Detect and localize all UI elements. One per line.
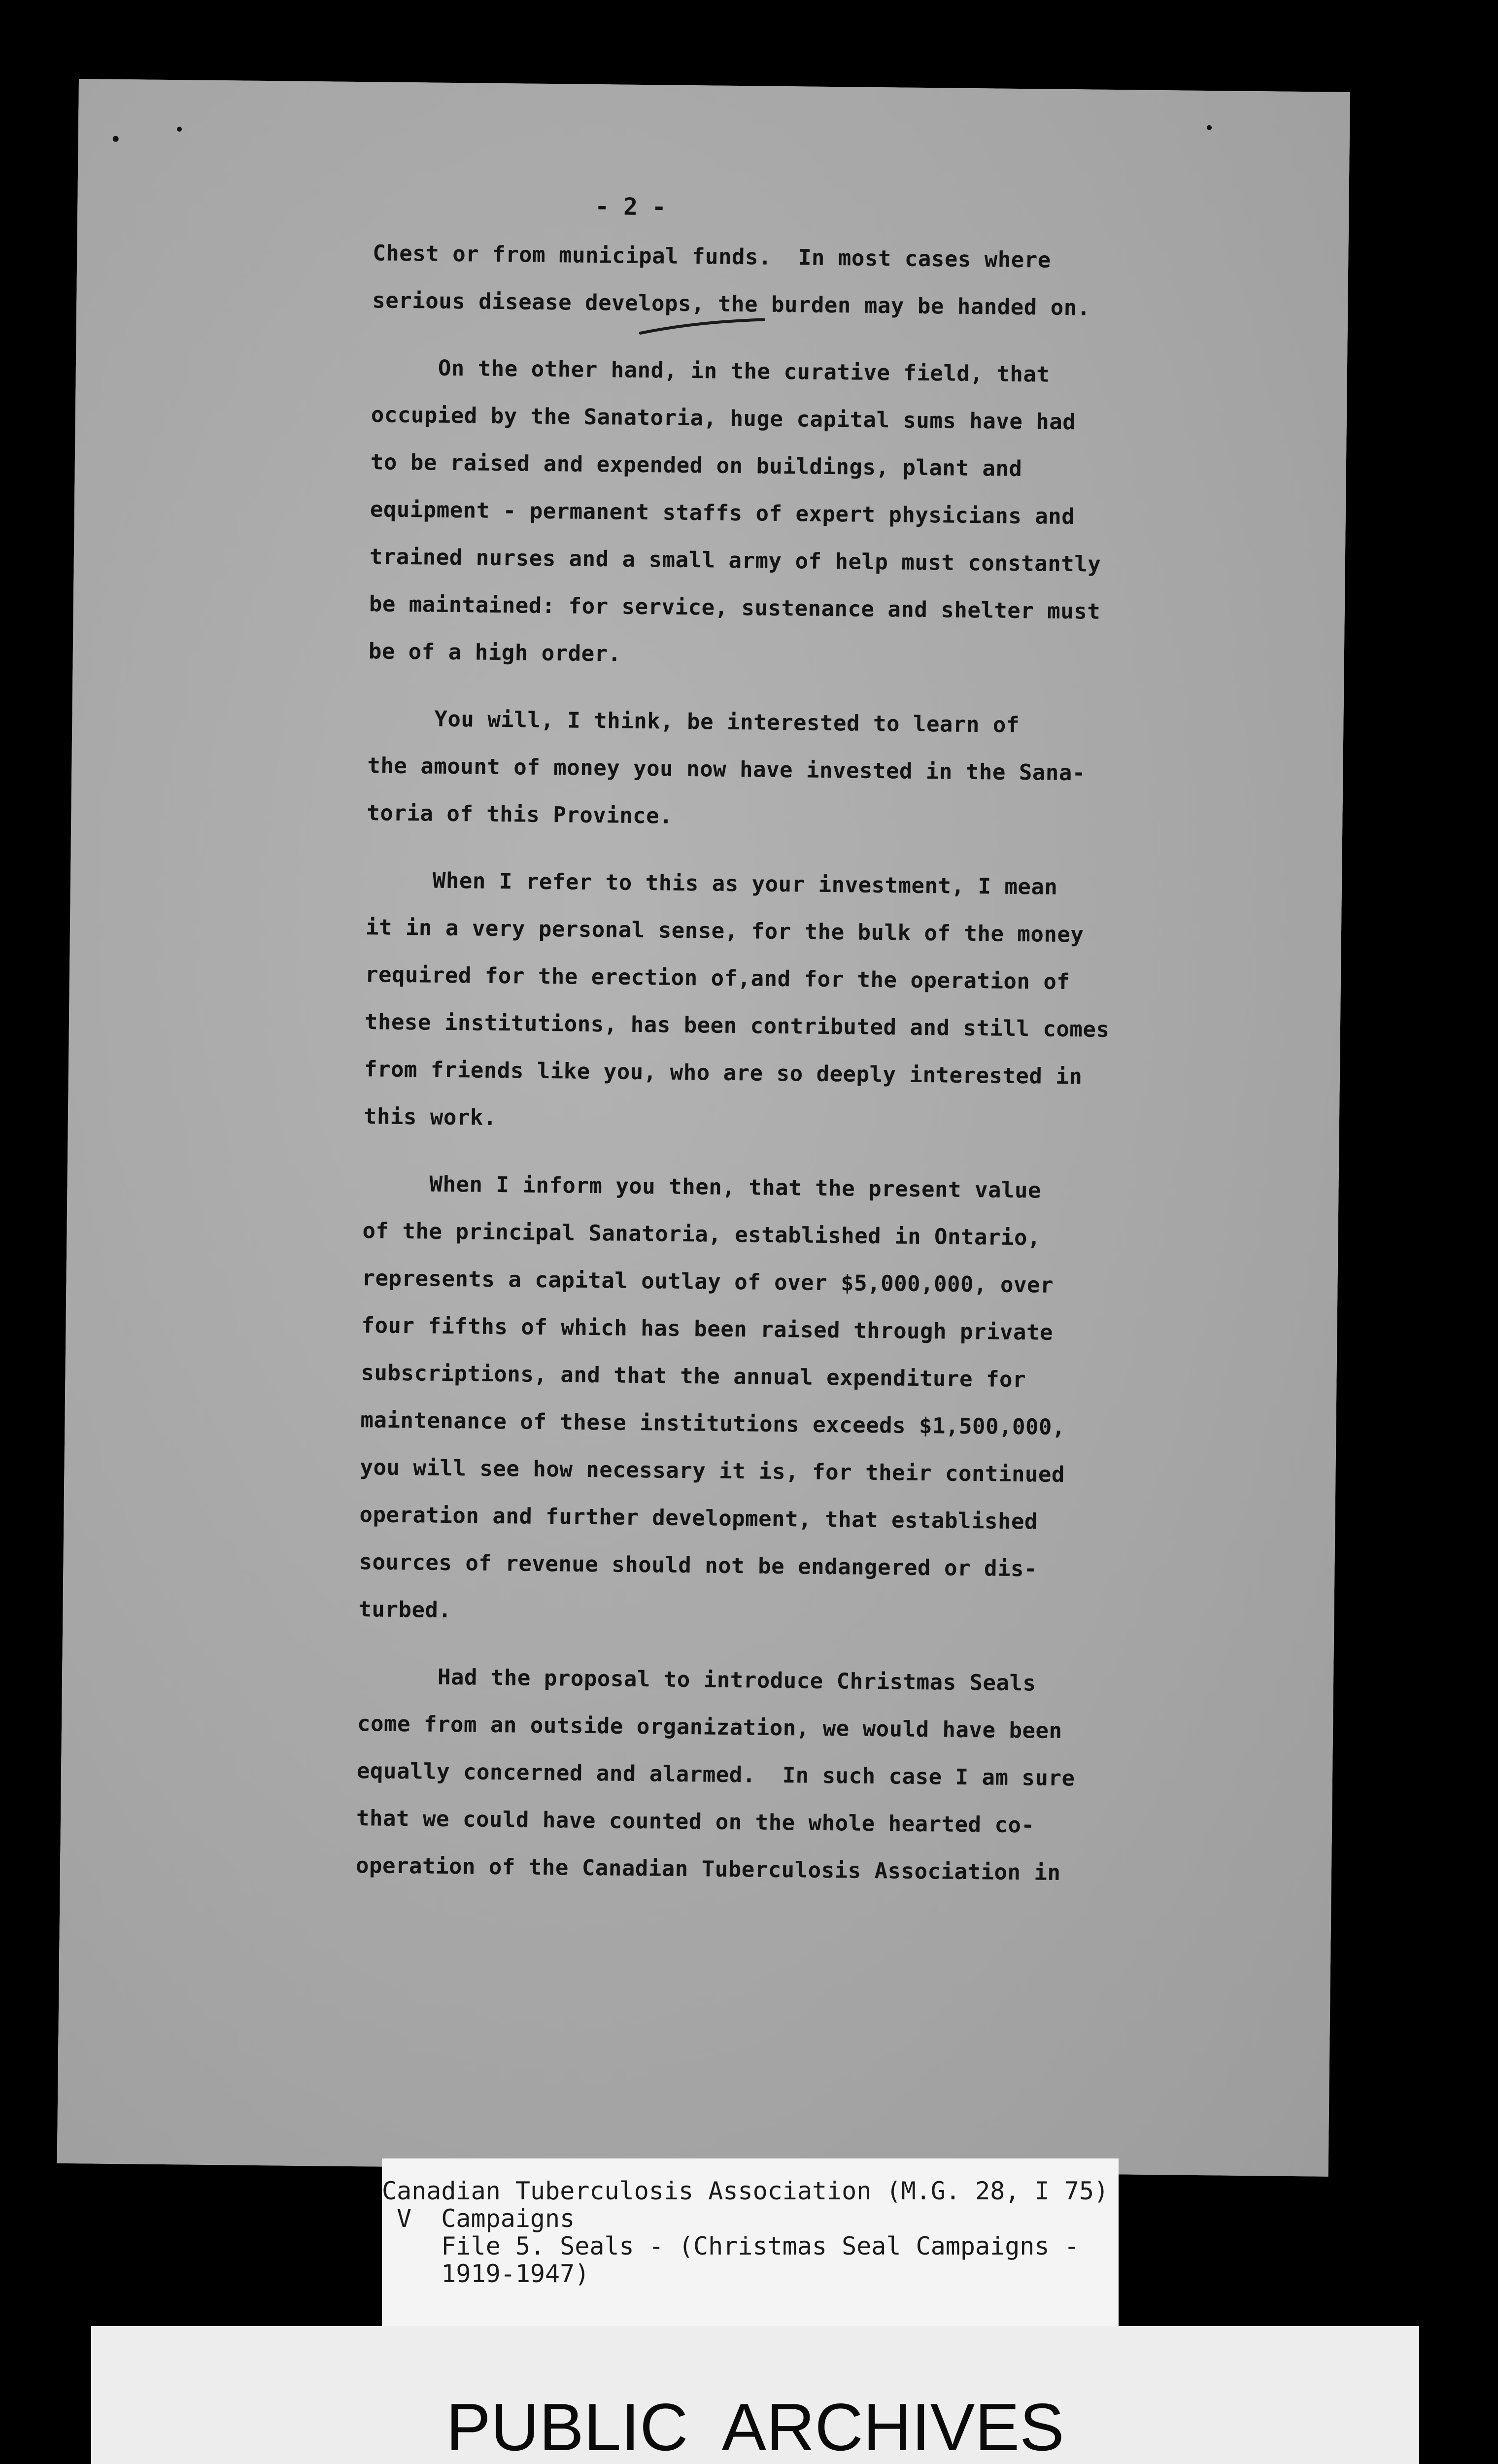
text-line: turbed. — [358, 1597, 452, 1623]
text-line: these institutions, has been contributed and still comes — [364, 1009, 1110, 1043]
paragraph-4 — [363, 856, 1111, 1148]
file-label-line: V Campaigns — [397, 2204, 575, 2233]
page-number: - 2 - — [595, 192, 667, 221]
text-line: you will see how necessary it is, for their continued — [360, 1455, 1065, 1488]
typed-letter-body — [356, 230, 1118, 1897]
text-line: to be raised and expended on buildings, plant and — [370, 449, 1022, 482]
dust-speck — [1207, 125, 1212, 130]
text-line: toria of this Province. — [367, 800, 673, 829]
text-line: of the principal Sanatoria, established in Ontario, — [362, 1218, 1041, 1251]
text-line: When I inform you then, that the present value — [363, 1171, 1042, 1203]
public-archives-stamp — [91, 2326, 1419, 2464]
text-line: trained nurses and a small army of help must constantly — [369, 544, 1101, 577]
file-label-line: File 5. Seals - (Christmas Seal Campaigns - — [397, 2232, 1079, 2260]
archives-title-english: PUBLIC ARCHIVES — [446, 2390, 1064, 2464]
document-page — [57, 79, 1350, 2177]
text-line: operation and further development, that established — [359, 1502, 1038, 1535]
text-line: occupied by the Sanatoria, huge capital sums have had — [371, 402, 1076, 435]
text-line: On the other hand, in the curative field, that — [371, 355, 1050, 387]
text-line: You will, I think, be interested to learn of — [368, 706, 1020, 738]
text-line: equipment - permanent staffs of expert physicians and — [370, 497, 1075, 530]
text-line: come from an outside organization, we would have been — [357, 1711, 1062, 1744]
text-line: this work. — [363, 1104, 497, 1130]
paragraph-6 — [356, 1653, 1103, 1897]
paragraph-2 — [368, 344, 1116, 683]
dust-speck — [113, 136, 119, 142]
paragraph-3 — [367, 695, 1113, 845]
text-line: sources of revenue should not be endangered or dis- — [359, 1549, 1038, 1582]
archival-file-label — [382, 2158, 1119, 2326]
paragraph-1 — [372, 230, 1118, 332]
dust-speck — [177, 127, 182, 132]
text-line: required for the erection of,and for the operation of — [365, 962, 1070, 995]
text-line: the amount of money you now have invested in the Sana- — [367, 753, 1086, 786]
text-line: it in a very personal sense, for the bulk of the money — [365, 915, 1084, 948]
text-line: operation of the Canadian Tuberculosis Association in — [355, 1853, 1061, 1886]
text-line: When I refer to this as your investment, I mean — [366, 867, 1058, 900]
text-line: be of a high order. — [368, 639, 621, 667]
text-line: represents a capital outlay of over $5,000,000, over — [362, 1266, 1054, 1298]
file-label-line: 1919-1947) — [397, 2259, 590, 2288]
text-line: Had the proposal to introduce Christmas Seals — [357, 1664, 1036, 1696]
text-line: equally concerned and alarmed. In such case I am sure — [356, 1758, 1075, 1791]
text-line: maintenance of these institutions exceeds $1,500,000, — [360, 1407, 1066, 1440]
text-line: that we could have counted on the whole hearted co- — [356, 1806, 1035, 1838]
text-line: Chest or from municipal funds. In most cases where — [373, 240, 1052, 273]
text-line: four fifths of which has been raised through private — [361, 1313, 1054, 1345]
file-label-line: Canadian Tuberculosis Association (M.G. 28, I 75) — [382, 2177, 1109, 2205]
text-line: subscriptions, and that the annual expenditure for — [361, 1360, 1026, 1393]
text-line: be maintained: for service, sustenance and shelter must — [369, 591, 1101, 624]
paragraph-5 — [358, 1160, 1108, 1641]
text-line: from friends like you, who are so deeply interested in — [364, 1057, 1083, 1090]
text-line: serious disease develops, the burden may be handed on. — [372, 288, 1090, 321]
